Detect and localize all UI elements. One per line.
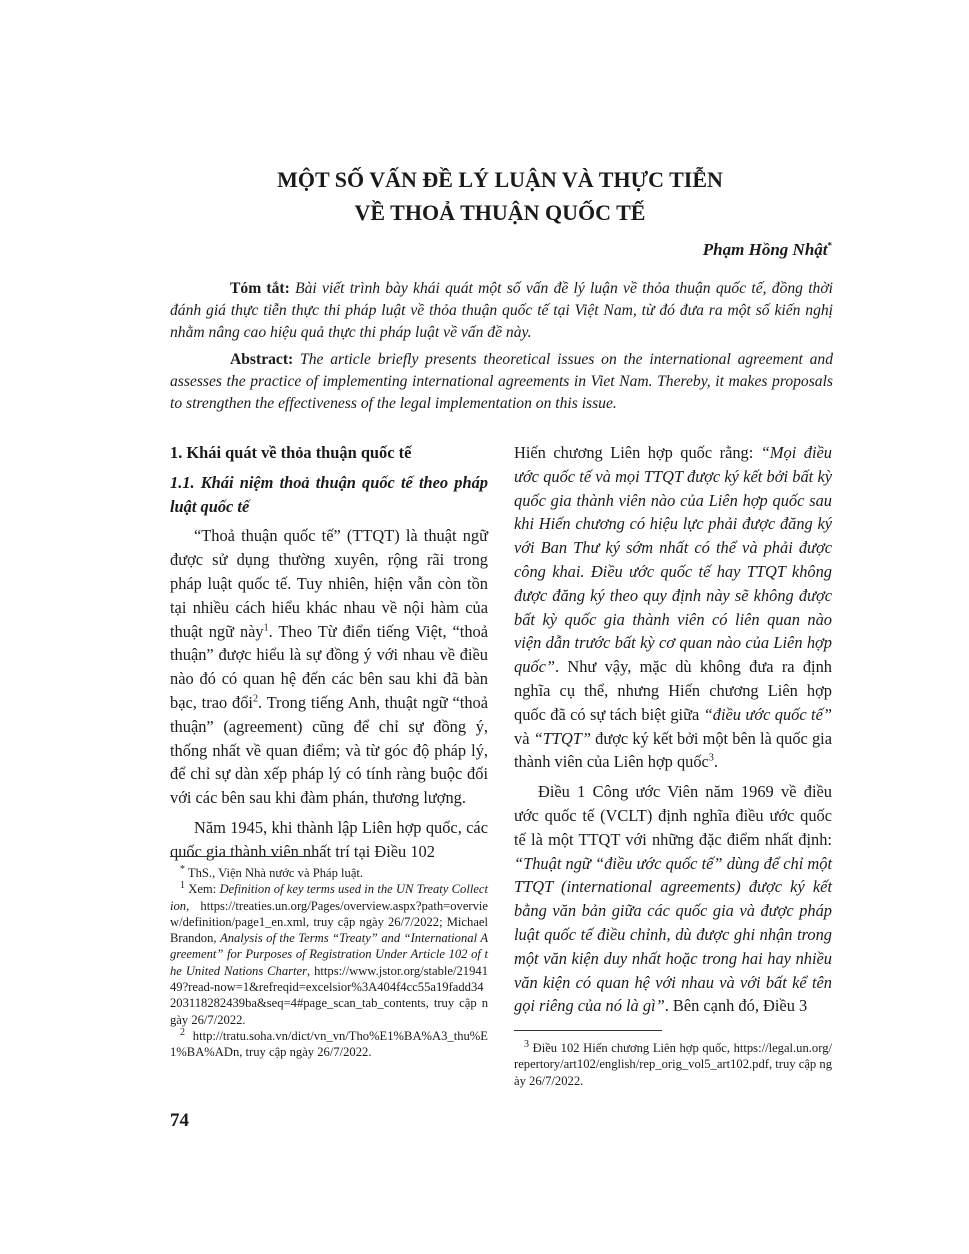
footnote-divider-left [170, 856, 318, 857]
abstract-vi-text: Bài viết trình bày khái quát một số vấn đề lý luận về thỏa thuận quốc tế, đồng thời đánh giá thực tiễn thực thi pháp luật về thỏa thuận quốc tế tại Việt Nam, từ đó đưa ra một số kiến nghị nhằm nâng cao hiệu quả thực thi pháp luật về vấn đề này. [170, 280, 833, 341]
left-paragraph-2: Năm 1945, khi thành lập Liên hợp quốc, các quốc gia thành viên nhất trí tại Điều 102 [170, 817, 488, 861]
author-footnote-mark: * [827, 240, 832, 251]
vclt-quote: “Thuật ngữ “điều ước quốc tế” dùng để chỉ một TTQT (international agreements) được ký kết bằng văn bản giữa các quốc gia và được pháp luật quốc tế điều chỉnh, dù được ghi nhận trong một văn kiện duy nhất hoặc trong hai hay nhiều văn kiện có quan hệ với nhau và với bất kể tên gọi riêng của nó là gì” [514, 853, 832, 1016]
right-paragraph-2: Điều 1 Công ước Viên năm 1969 về điều ước quốc tế (VCLT) định nghĩa điều ước quốc tế là một TTQT với những đặc điểm nhất định: “Thuật ngữ “điều ước quốc tế” dùng để chỉ một TTQT (international agreements) được ký kết bằng văn bản giữa các quốc gia và được pháp luật quốc tế điều chỉnh, dù được ghi nhận trong một văn kiện duy nhất hoặc trong hai hay nhiều văn kiện có quan hệ với nhau và với bất kể tên gọi riêng của nó là gì”. Bên cạnh đó, Điều 3 [514, 782, 832, 1016]
section-heading-1-1: 1.1. Khái niệm thoả thuận quốc tế theo pháp luật quốc tế [170, 472, 488, 516]
page-number: 74 [170, 1110, 189, 1131]
footnote-2: $^2$ http://tratu.soha.vn/dict/vn_vn/Tho%E1%BA%A3_thu%E1%BA%ADn, truy cập ngày 26/7/2022. [170, 1026, 488, 1060]
abstract-en-text: The article briefly presents theoretical issues on the international agreement and assesses the practice of implementing international agreements in Viet Nam. Thereby, it makes proposals to strengthen the effectiveness of the legal implementation on this issue. [170, 351, 833, 412]
footnote-3: $^3$ Điều 102 Hiến chương Liên hợp quốc, https://legal.un.org/repertory/art102/english/rep_orig_vol5_art102.pdf, truy cập ngày 26/7/2022. [514, 1038, 832, 1088]
title-line-2: VỀ THOẢ THUẬN QUỐC TẾ [354, 200, 646, 225]
right-paragraph-1: Hiến chương Liên hợp quốc rằng: “Mọi điều ước quốc tế và mọi TTQT được ký kết bởi bất kỳ quốc gia thành viên nào của Liên hợp quốc sau khi Hiến chương có hiệu lực phải được đăng ký với Ban Thư ký sớm nhất có thể và phải được công khai. Điều ước quốc tế hay TTQT không được đăng ký theo quy định này sẽ không được bất kỳ quốc gia thành viên có liên quan nào viện dẫn trước bất kỳ cơ quan nào của Liên hợp quốc”. Như vậy, mặc dù không đưa ra định nghĩa cụ thể, nhưng Hiến chương Liên hợp quốc đã có sự tách biệt giữa “điều ước quốc tế” và “TTQT” được ký kết bởi một bên là quốc gia thành viên của Liên hợp quốc$^3$. [514, 443, 832, 772]
footnote-ref-1: 1 [263, 622, 269, 634]
abstract-vietnamese [170, 278, 833, 344]
author-name [703, 240, 832, 260]
left-column [170, 441, 488, 864]
article-title [170, 163, 830, 229]
footnote-1: $^1$ Xem: Definition of key terms used in the UN Treaty Collection, https://treaties.un.org/Pages/overview.aspx?path=overview/definition/page1_en.xml, truy cập ngày 26/7/2022; Michael Brandon, Analysis of the Terms “Treaty” and “International Agreement” for Purposes of Registration Under Article 102 of the United Nations Charter, https://www.jstor.org/stable/2194149?read-now=1&refreqid=excelsior%3A404f4cc55a19fadd34203118282439ba&seq=4#page_scan_tab_contents, truy cập ngày 26/7/2022. [170, 880, 489, 1027]
footnote-divider-right [514, 1030, 662, 1031]
left-paragraph-1: “Thoả thuận quốc tế” (TTQT) là thuật ngữ được sử dụng thường xuyên, rộng rãi trong pháp luật quốc tế. Tuy nhiên, hiện vẫn còn tồn tại nhiều cách hiểu khác nhau về nội hàm của thuật ngữ này$^1$. Theo Từ điển tiếng Việt, “thoả thuận” được hiểu là sự đồng ý với nhau về điều nào đó có quan hệ đến các bên sau khi đã bàn bạc, trao đổi$^2$. Trong tiếng Anh, thuật ngữ “thoả thuận” (agreement) cũng để chỉ sự đồng ý, thống nhất về quan điểm; và từ góc độ pháp lý, để chỉ sự dàn xếp pháp lý có tính ràng buộc đối với các bên sau khi đàm phán, thương lượng. [170, 526, 488, 808]
footnotes-right [514, 1040, 832, 1089]
abstract-vi-label: Tóm tắt: [230, 280, 290, 297]
footnotes-left [170, 865, 488, 1061]
title-line-1: MỘT SỐ VẤN ĐỀ LÝ LUẬN VÀ THỰC TIỄN [277, 167, 723, 192]
footnote-ref-3: 3 [708, 752, 714, 764]
abstract-en-label: Abstract: [230, 351, 294, 368]
footnote-ref-2: 2 [252, 693, 258, 705]
abstract-english [170, 349, 833, 415]
right-column [514, 441, 832, 1018]
section-heading-1: 1. Khái quát về thỏa thuận quốc tế [170, 443, 412, 462]
footnote-author: * ThS., Viện Nhà nước và Pháp luật. [180, 863, 364, 880]
author-text: Phạm Hồng Nhật [702, 240, 828, 259]
charter-quote: “Mọi điều ước quốc tế và mọi TTQT được ký kết bởi bất kỳ quốc gia thành viên nào của Liên hợp quốc sau khi Hiến chương có hiệu lực phải được đăng ký với Ban Thư ký sớm nhất có thể và phải được công khai. Điều ước quốc tế hay TTQT không được đăng ký theo quy định này sẽ không được bất kỳ quốc gia thành viên có liên quan nào viện dẫn trước bất kỳ cơ quan nào của Liên hợp quốc” [514, 443, 832, 677]
